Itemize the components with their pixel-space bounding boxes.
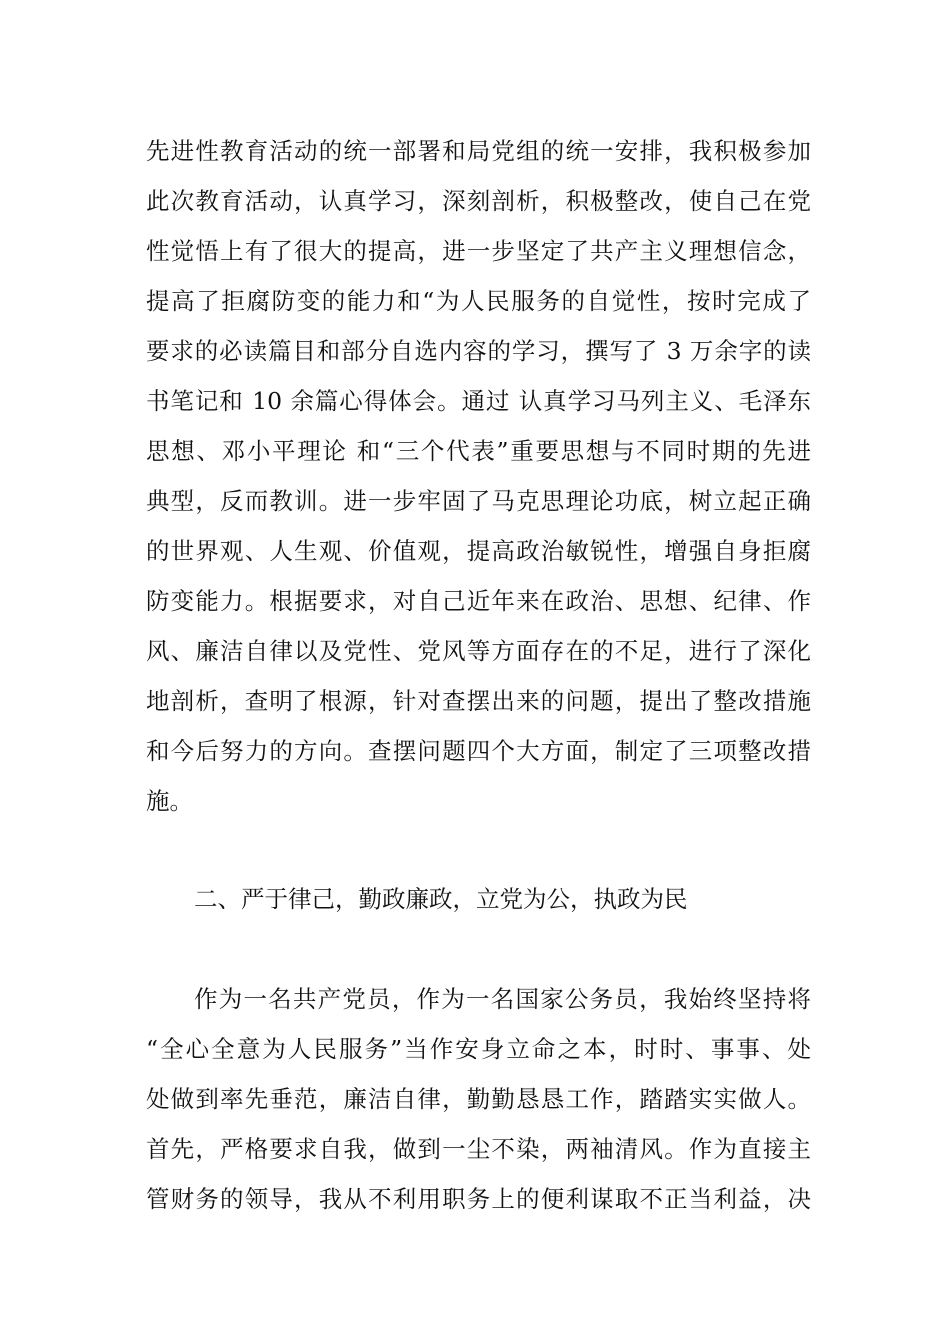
paragraph-1-line-5: 要求的必读篇目和部分自选内容的学习，撰写了 3 万余字的读 xyxy=(146,337,811,365)
paragraph-1-line-2: 此次教育活动，认真学习，深刻剖析，积极整改，使自己在党 xyxy=(146,187,811,215)
paragraph-1-line-6: 书笔记和 10 余篇心得体会。通过 认真学习马列主义、毛泽东 xyxy=(146,387,811,415)
paragraph-1-line-13: 和今后努力的方向。查摆问题四个大方面，制定了三项整改措 xyxy=(146,737,811,765)
section-heading: 二、严于律己，勤政廉政，立党为公，执政为民 xyxy=(194,885,688,913)
paragraph-2-line-4: 首先，严格要求自我，做到一尘不染，两袖清风。作为直接主 xyxy=(146,1135,811,1163)
paragraph-1-line-4: 提高了拒腐防变的能力和“为人民服务的自觉性，按时完成了 xyxy=(146,287,811,315)
paragraph-2-line-1: 作为一名共产党员，作为一名国家公务员，我始终坚持将 xyxy=(194,985,811,1013)
paragraph-1-line-7: 思想、邓小平理论 和“三个代表”重要思想与不同时期的先进 xyxy=(146,437,811,465)
paragraph-2-line-2: “全心全意为人民服务”当作安身立命之本，时时、事事、处 xyxy=(146,1035,811,1063)
paragraph-2-line-5: 管财务的领导，我从不利用职务上的便利谋取不正当利益，决 xyxy=(146,1185,811,1213)
paragraph-2-line-3: 处做到率先垂范，廉洁自律，勤勤恳恳工作，踏踏实实做人。 xyxy=(146,1085,811,1113)
paragraph-1-line-11: 风、廉洁自律以及党性、党风等方面存在的不足，进行了深化 xyxy=(146,637,811,665)
paragraph-1-line-8: 典型，反而教训。进一步牢固了马克思理论功底，树立起正确 xyxy=(146,487,811,515)
paragraph-1-line-1: 先进性教育活动的统一部署和局党组的统一安排，我积极参加 xyxy=(146,137,811,165)
paragraph-1-line-9: 的世界观、人生观、价值观，提高政治敏锐性，增强自身拒腐 xyxy=(146,537,811,565)
paragraph-1-line-3: 性觉悟上有了很大的提高，进一步坚定了共产主义理想信念， xyxy=(146,237,811,265)
paragraph-1-line-14: 施。 xyxy=(146,787,193,815)
paragraph-1-line-10: 防变能力。根据要求，对自己近年来在政治、思想、纪律、作 xyxy=(146,587,811,615)
paragraph-1-line-12: 地剖析，查明了根源，针对查摆出来的问题，提出了整改措施 xyxy=(146,687,811,715)
